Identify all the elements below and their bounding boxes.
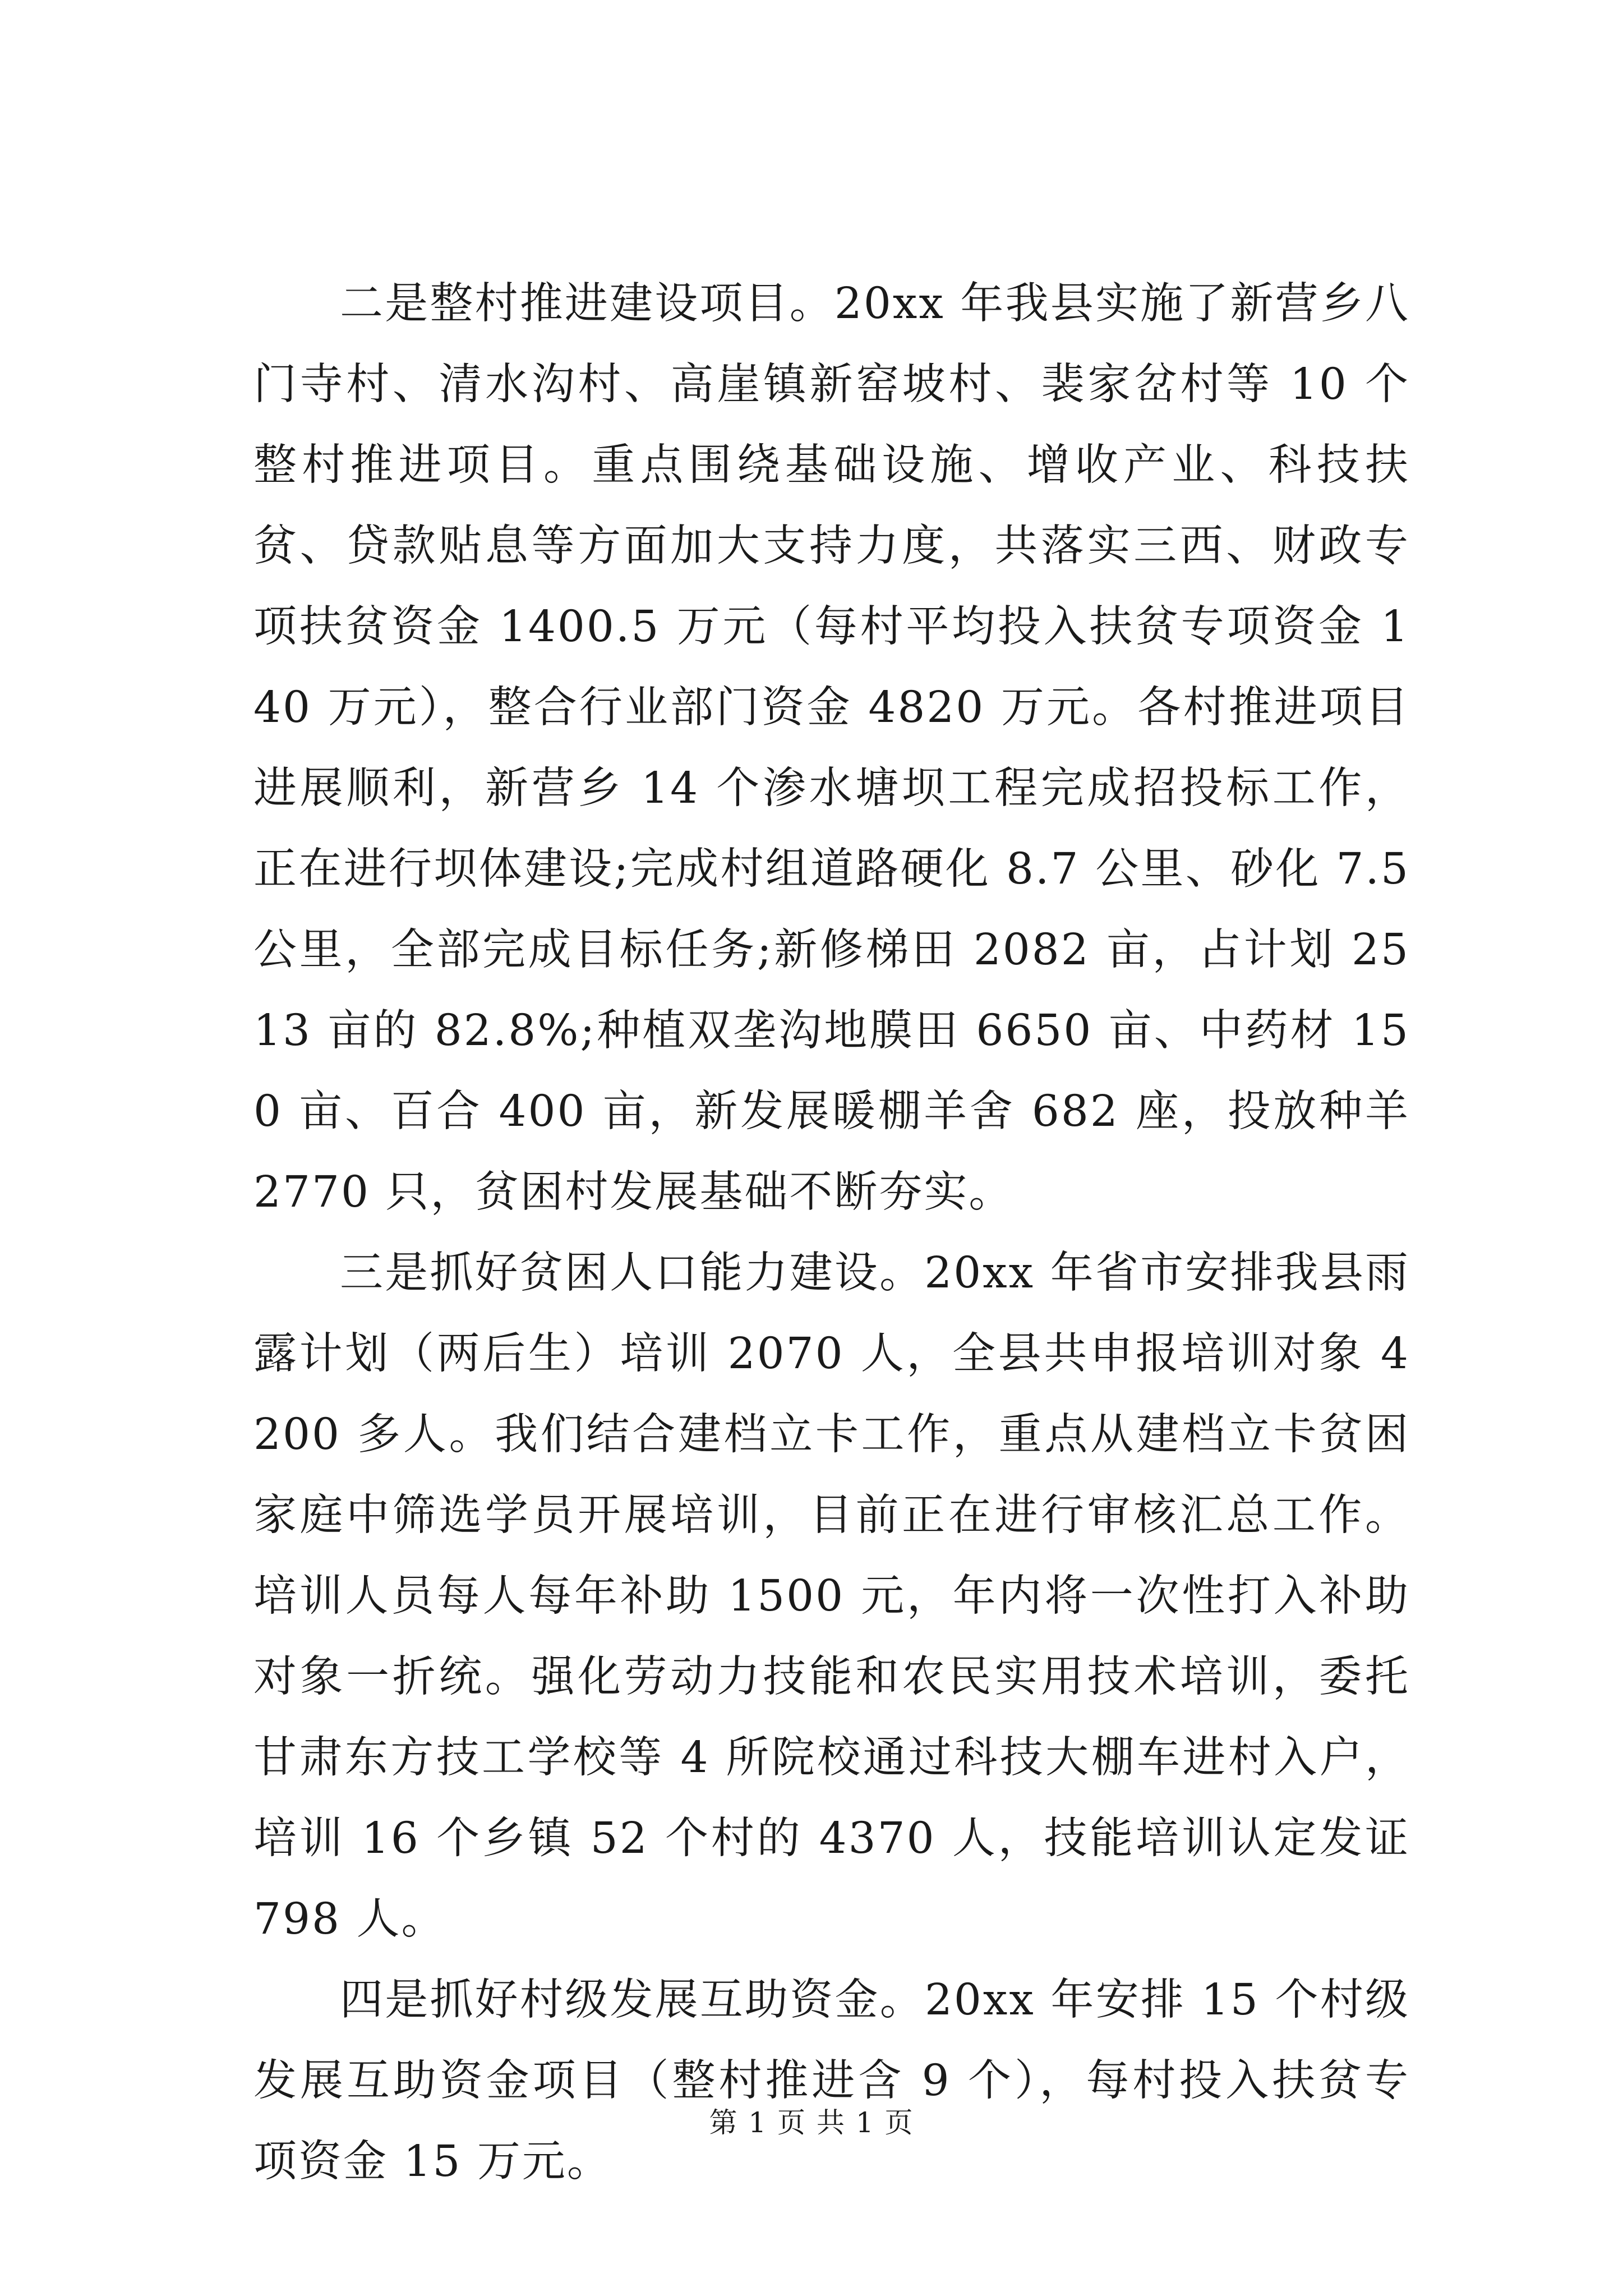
document-body — [253, 264, 1410, 2202]
page-footer: 第 1 页 共 1 页 — [709, 2106, 914, 2139]
paragraph-capacity-building: 三是抓好贫困人口能力建设。20xx 年省市安排我县雨露计划（两后生）培训 2070 人，全县共申报培训对象 4200 多人。我们结合建档立卡工作，重点从建档立卡贫困家庭中筛选学员开展培训，目前正在进行审核汇总工作。培训人员每人每年补助 1500 元，年内将一次性打入补助对象一折统。强化劳动力技能和农民实用技术培训，委托甘肃东方技工学校等 4 所院校通过科技大棚车进村入户，培训 16 个乡镇 52 个村的 4370 人，技能培训认定发证 798 人。 — [253, 1248, 1410, 1944]
paragraph-village-projects: 二是整村推进建设项目。20xx 年我县实施了新营乡八门寺村、清水沟村、高崖镇新窑坡村、裴家岔村等 10 个整村推进项目。重点围绕基础设施、增收产业、科技扶贫、贷款贴息等方面加大支持力度，共落实三西、财政专项扶贫资金 1400.5 万元（每村平均投入扶贫专项资金 140 万元），整合行业部门资金 4820 万元。各村推进项目进展顺利，新营乡 14 个渗水塘坝工程完成招投标工作，正在进行坝体建设;完成村组道路硬化 8.7 公里、砂化 7.5 公里，全部完成目标任务;新修梯田 2082 亩，占计划 2513 亩的 82.8%;种植双垄沟地膜田 6650 亩、中药材 150 亩、百合 400 亩，新发展暖棚羊舍 682 座，投放种羊 2770 只，贫困村发展基础不断夯实。 — [253, 279, 1410, 1217]
paragraph-mutual-aid-funds: 四是抓好村级发展互助资金。20xx 年安排 15 个村级发展互助资金项目（整村推进含 9 个），每村投入扶贫专项资金 15 万元。 — [253, 1975, 1410, 2187]
